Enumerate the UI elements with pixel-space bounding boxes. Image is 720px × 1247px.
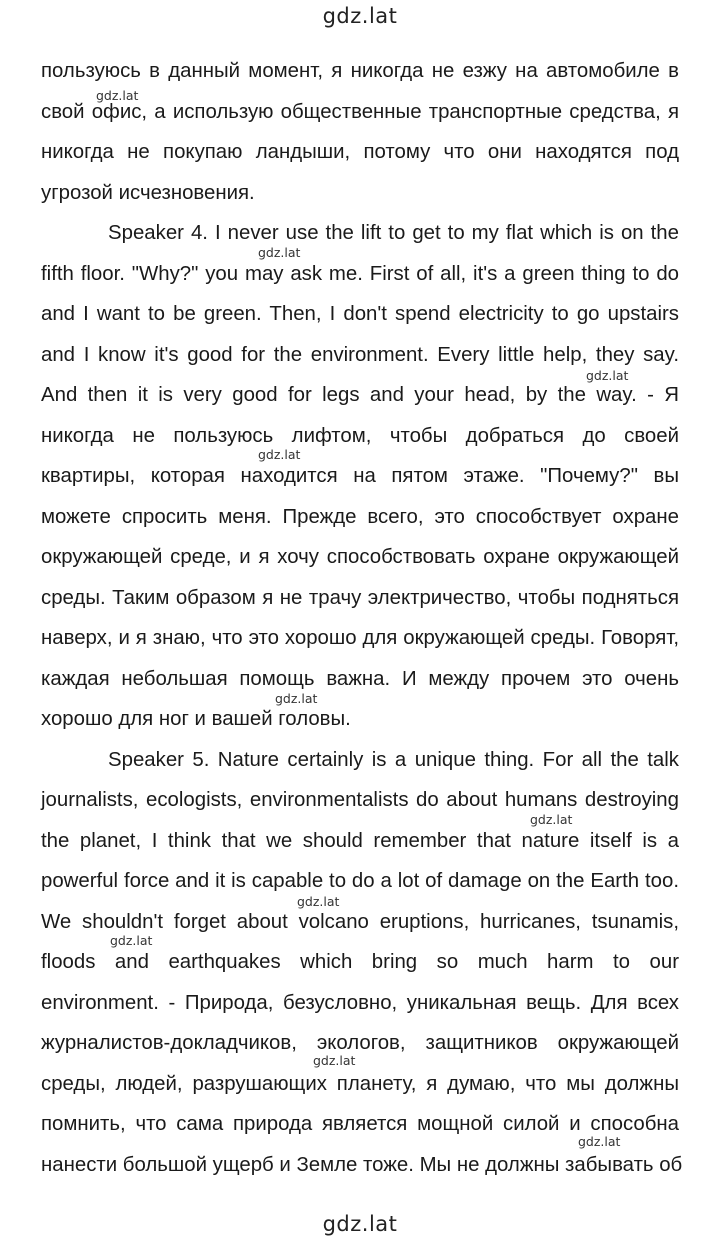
text-line: пользуюсь в данный момент, я никогда не езжу на автомобиле в (41, 60, 679, 82)
text-line: We shouldn't forget about volcano eruptions, hurricanes, tsunamis, (41, 910, 679, 933)
text-line: Speaker 5. Nature certainly is a unique thing. For all the talk (108, 748, 679, 771)
site-header: gdz.lat (322, 4, 398, 28)
text-line: fifth floor. "Why?" you may ask me. First of all, it's a green thing to do (41, 262, 679, 285)
text-line: the planet, I think that we should remember that nature itself is a (41, 829, 679, 852)
watermark-text: gdz.lat (258, 245, 301, 260)
watermark-text: gdz.lat (258, 447, 301, 462)
watermark-text: gdz.lat (586, 368, 629, 383)
text-line: хорошо для ног и вашей головы. (41, 708, 351, 730)
text-line: каждая небольшая помощь важна. И между прочем это очень (41, 667, 679, 690)
text-line: среды, людей, разрушающих планету, я думаю, что мы должны (41, 1072, 679, 1095)
watermark-text: gdz.lat (110, 933, 153, 948)
text-line: floods and earthquakes which bring so much harm to our (41, 951, 679, 973)
text-line: никогда не пользуюсь лифтом, чтобы добраться до своей (41, 424, 679, 447)
watermark-text: gdz.lat (297, 894, 340, 909)
paragraph-1 (41, 56, 679, 218)
text-line: And then it is very good for legs and your head, by the way. - Я (41, 384, 679, 406)
watermark-text: gdz.lat (96, 88, 139, 103)
text-line: среды. Таким образом я не трачу электричество, чтобы подняться (41, 586, 679, 609)
watermark-text: gdz.lat (578, 1134, 621, 1149)
text-line: powerful force and it is capable to do a lot of damage on the Earth too. (41, 870, 679, 892)
text-line: можете спросить меня. Прежде всего, это способствует охране (41, 505, 679, 528)
text-line: environment. - Природа, безусловно, уникальная вещь. Для всех (41, 991, 679, 1014)
text-line: свой офис, а использую общественные транспортные средства, я (41, 100, 679, 123)
text-line: помнить, что сама природа является мощной силой и способна (41, 1113, 679, 1135)
paragraph-speaker-4 (41, 218, 679, 745)
site-footer: gdz.lat (322, 1212, 398, 1236)
watermark-text: gdz.lat (275, 691, 318, 706)
text-line: наверх, и я знаю, что это хорошо для окружающей среды. Говорят, (41, 627, 679, 649)
watermark-text: gdz.lat (313, 1053, 356, 1068)
document-body (41, 56, 683, 1190)
text-line: никогда не покупаю ландыши, потому что они находятся под (41, 141, 679, 163)
text-line: угрозой исчезновения. (41, 181, 255, 204)
text-line: Speaker 4. I never use the lift to get to my flat which is on the (108, 222, 679, 244)
watermark-text: gdz.lat (530, 812, 573, 827)
paragraph-speaker-5 (41, 745, 683, 1191)
text-line: and I want to be green. Then, I don't spend electricity to go upstairs (41, 303, 679, 325)
text-line: journalists, ecologists, environmentalists do about humans destroying (41, 789, 679, 811)
text-line: окружающей среде, и я хочу способствовать охране окружающей (41, 546, 679, 568)
text-line: журналистов-докладчиков, экологов, защитников окружающей (41, 1032, 679, 1054)
text-line: нанести большой ущерб и Земле тоже. Мы не должны забывать об (41, 1153, 683, 1176)
text-line: and I know it's good for the environment. Every little help, they say. (41, 343, 679, 366)
text-line: квартиры, которая находится на пятом этаже. "Почему?" вы (41, 465, 679, 487)
